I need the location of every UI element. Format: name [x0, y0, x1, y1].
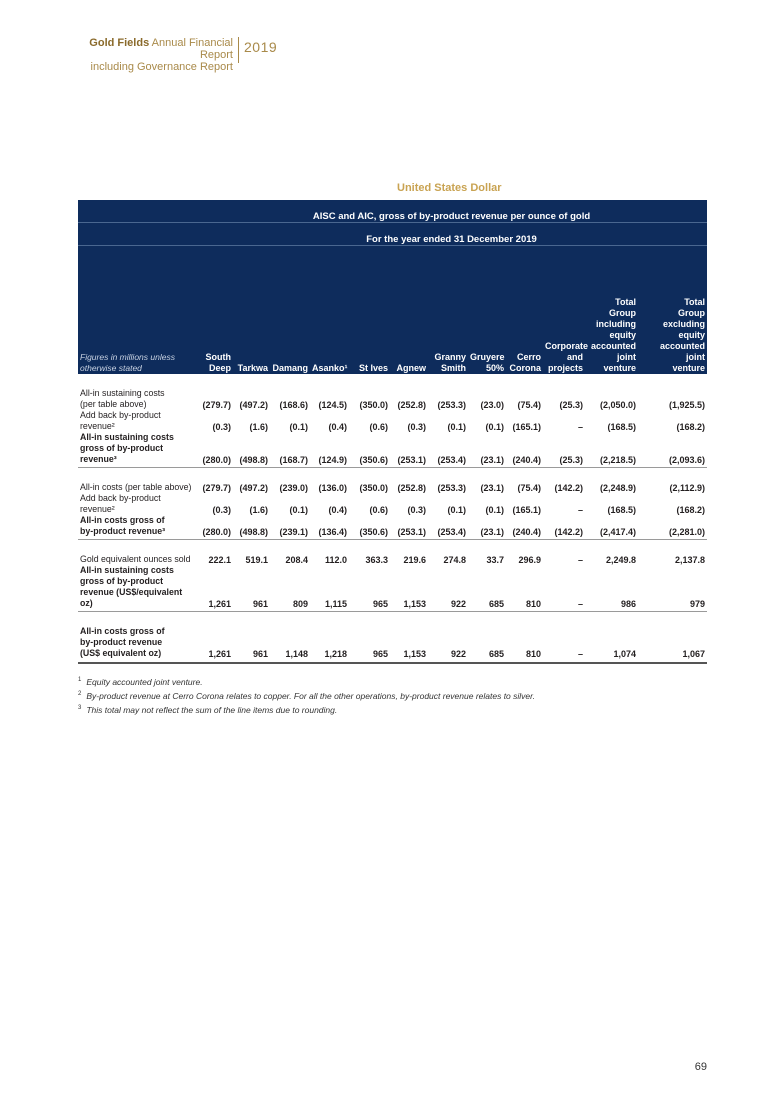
row-label-line: oz)	[80, 598, 93, 608]
column-header-line: venture	[603, 363, 636, 373]
table-cell: 810	[506, 565, 543, 612]
column-header-line: joint	[617, 352, 636, 362]
aisc-table	[78, 200, 707, 664]
table-cell: 519.1	[245, 555, 268, 565]
row-label-line: All-in costs (per table above)	[80, 482, 192, 492]
table-cell: (0.3)	[407, 505, 426, 515]
table-cell: (168.7)	[270, 432, 310, 468]
table-band-1	[78, 200, 707, 223]
table-cell: (253.1)	[390, 515, 428, 540]
table-cell: 922	[428, 612, 468, 664]
column-header-line: 50%	[485, 363, 504, 373]
table-cell: (240.4)	[506, 432, 543, 468]
row-label-line: Add back by-product	[80, 493, 161, 503]
table-cell: 208.4	[285, 555, 308, 565]
table-cell: (23.1)	[468, 432, 506, 468]
row-label-line: by-product revenue	[80, 637, 163, 647]
column-header-line: equity	[609, 330, 636, 340]
table-cell: (0.3)	[212, 422, 231, 432]
table-row	[78, 468, 707, 494]
table-cell: 2,249.8	[605, 555, 636, 565]
column-header-line: South	[205, 352, 231, 362]
column-header	[196, 246, 233, 375]
row-label-line: by-product revenue³	[80, 526, 166, 536]
column-header	[585, 246, 638, 375]
row-label	[78, 374, 196, 410]
table-cell: 219.6	[403, 555, 426, 565]
footnote-text: Equity accounted joint venture.	[86, 676, 203, 687]
column-header-line: accounted	[590, 341, 636, 351]
column-header-line: St Ives	[358, 363, 388, 373]
table-cell: (165.1)	[512, 505, 541, 515]
table-cell: (75.4)	[517, 400, 541, 410]
footnote-mark: 3	[78, 704, 82, 711]
table-cell: 33.7	[486, 555, 504, 565]
table-cell: (124.9)	[310, 432, 349, 468]
column-header-line: and	[566, 352, 583, 362]
table-cell: (168.2)	[676, 422, 706, 432]
column-header-line: Agnew	[396, 363, 426, 373]
column-header-line: Smith	[440, 363, 466, 373]
column-header	[543, 246, 589, 375]
row-label-line: (per table above)	[80, 399, 147, 409]
row-label-line: All-in sustaining costs	[80, 388, 165, 398]
table-cell: (0.1)	[447, 505, 466, 515]
table-cell: 810	[506, 612, 543, 664]
table-cell: (23.1)	[468, 515, 506, 540]
table-row	[78, 374, 707, 410]
table-cell: (239.1)	[270, 515, 310, 540]
footnote-text: By-product revenue at Cerro Corona relates to copper. For all the other operations, by-product revenue relates to silver.	[86, 690, 536, 701]
table-cell: (279.7)	[202, 483, 231, 493]
table-cell: –	[543, 565, 585, 612]
table-cell: (0.1)	[485, 505, 504, 515]
column-header	[310, 246, 349, 375]
table-cell: (253.3)	[437, 400, 466, 410]
column-header-line: Gruyere	[470, 352, 505, 362]
table-cell: 1,067	[638, 612, 707, 664]
table-cell: (142.2)	[543, 515, 585, 540]
table-cell: (75.4)	[517, 483, 541, 493]
table-cell: 961	[233, 565, 270, 612]
table-cell: (280.0)	[196, 432, 233, 468]
row-label	[78, 565, 196, 612]
table-cell: (280.0)	[196, 515, 233, 540]
table-cell: (168.5)	[607, 422, 636, 432]
table-cell: (168.5)	[607, 505, 636, 515]
table-cell: (498.8)	[233, 432, 270, 468]
table-body	[78, 374, 707, 663]
column-header	[270, 246, 310, 375]
table-cell: (350.6)	[349, 432, 390, 468]
row-label	[78, 540, 196, 566]
table-cell: (23.1)	[480, 483, 504, 493]
table-cell: 809	[270, 565, 310, 612]
row-label-line: gross of by-product	[80, 443, 164, 453]
row-label-line: All-in costs gross of	[80, 515, 165, 525]
column-header-line: Tarkwa	[237, 363, 268, 373]
table-cell: (1.6)	[249, 422, 268, 432]
column-header-line: excluding	[663, 319, 706, 329]
table-cell: 1,153	[390, 612, 428, 664]
table-cell: (497.2)	[239, 483, 268, 493]
page-number: 69	[694, 1061, 707, 1073]
table-cell: 1,115	[310, 565, 349, 612]
table-cell: (168.6)	[279, 400, 308, 410]
table-cell: (497.2)	[239, 400, 268, 410]
table-cell: (2,417.4)	[585, 515, 638, 540]
footnote	[78, 674, 707, 688]
table-cell: 1,261	[196, 612, 233, 664]
table-cell: (2,281.0)	[638, 515, 707, 540]
table-cell: (2,093.6)	[638, 432, 707, 468]
row-label	[78, 410, 196, 432]
table-row	[78, 410, 707, 432]
row-label-line: Gold equivalent ounces sold	[80, 554, 191, 564]
table-cell: (25.3)	[543, 432, 585, 468]
column-header	[638, 246, 707, 375]
table-cell: 222.1	[208, 555, 231, 565]
column-header	[233, 246, 270, 375]
table-cell: (350.0)	[359, 400, 388, 410]
column-header-line: Asanko¹	[312, 363, 348, 373]
row-label-line: All-in costs gross of	[80, 626, 165, 636]
row-label	[78, 468, 196, 494]
footnotes	[78, 674, 707, 715]
report-year: 2019	[244, 39, 278, 55]
table-cell: (0.4)	[328, 422, 347, 432]
column-header-line: venture	[672, 363, 706, 373]
column-header-line: including	[596, 319, 636, 329]
table-cell: 274.8	[443, 555, 466, 565]
table-cell: –	[577, 555, 583, 565]
column-header-row	[78, 246, 707, 375]
table-cell: (0.1)	[447, 422, 466, 432]
row-label-line: (US$ equivalent oz)	[80, 648, 162, 658]
row-label-line: All-in sustaining costs	[80, 432, 174, 442]
column-header-line: accounted	[660, 341, 706, 351]
column-header	[468, 246, 506, 375]
table-period: For the year ended 31 December 2019	[196, 223, 707, 246]
column-header-line: Cerro	[516, 352, 541, 362]
table-cell: 363.3	[365, 555, 388, 565]
row-label	[78, 515, 196, 540]
table-cell: (0.1)	[289, 505, 308, 515]
column-header	[349, 246, 390, 375]
table-cell: (279.7)	[202, 400, 231, 410]
table-cell: (2,050.0)	[599, 400, 636, 410]
column-header-line: Damang	[272, 363, 308, 373]
table-cell: (142.2)	[554, 483, 583, 493]
header-divider	[238, 37, 239, 63]
table-cell: (252.8)	[397, 483, 426, 493]
column-header-line: Total	[615, 297, 636, 307]
report-title-line1: Annual Financial Report	[151, 37, 233, 61]
column-header-line: Corona	[509, 363, 541, 373]
table-cell: 2,137.8	[675, 555, 706, 565]
table-cell: 1,218	[310, 612, 349, 664]
column-header	[428, 246, 468, 375]
report-title	[78, 37, 233, 73]
footnote	[78, 702, 707, 716]
row-label-line: Add back by-product	[80, 410, 161, 420]
table-cell: (252.8)	[397, 400, 426, 410]
row-label	[78, 432, 196, 468]
footnote	[78, 688, 707, 702]
table-cell: 1,153	[390, 565, 428, 612]
table-cell: (0.1)	[485, 422, 504, 432]
footnote-mark: 2	[78, 690, 82, 697]
table-cell: (0.3)	[407, 422, 426, 432]
table-row	[78, 565, 707, 612]
table-cell: (240.4)	[506, 515, 543, 540]
table-cell: 965	[349, 612, 390, 664]
table-cell: (0.1)	[289, 422, 308, 432]
footnote-text: This total may not reflect the sum of the line items due to rounding.	[86, 704, 338, 715]
report-title-line2: including Governance Report	[90, 61, 233, 73]
stub-header	[78, 246, 196, 375]
table-cell: 986	[585, 565, 638, 612]
table-cell: (23.0)	[480, 400, 504, 410]
table-cell: (2,218.5)	[585, 432, 638, 468]
table-cell: (350.6)	[349, 515, 390, 540]
table-cell: (168.2)	[676, 505, 706, 515]
footnote-mark: 1	[78, 677, 82, 683]
table-cell: (2,248.9)	[599, 483, 636, 493]
table-row	[78, 612, 707, 664]
table-cell: (136.4)	[310, 515, 349, 540]
stub-header-line: Figures in millions unless	[80, 352, 175, 362]
table-cell: 1,148	[270, 612, 310, 664]
table-cell: 1,074	[585, 612, 638, 664]
column-header-line: Deep	[208, 363, 231, 373]
table-cell: (350.0)	[359, 483, 388, 493]
table-cell: 979	[638, 565, 707, 612]
column-header-line: Granny	[434, 352, 466, 362]
table-cell: –	[543, 612, 585, 664]
table-cell: (0.3)	[212, 505, 231, 515]
table-cell: 685	[468, 565, 506, 612]
table-cell: (239.0)	[279, 483, 308, 493]
row-label-line: revenue (US$/equivalent	[80, 587, 183, 597]
row-label-line: revenue³	[80, 454, 117, 464]
table-cell: 965	[349, 565, 390, 612]
column-header-line: Group	[609, 308, 636, 318]
table-cell: (1,925.5)	[669, 400, 706, 410]
table-cell: 296.9	[518, 555, 541, 565]
stub-header-line: otherwise stated	[80, 363, 142, 373]
table-cell: 1,261	[196, 565, 233, 612]
column-header	[390, 246, 428, 375]
table-cell: –	[577, 422, 583, 432]
table-cell: (253.4)	[428, 515, 468, 540]
column-header-line: projects	[547, 363, 583, 373]
table-title: AISC and AIC, gross of by-product revenue per ounce of gold	[196, 200, 707, 223]
column-header-line: Corporate	[545, 341, 589, 351]
row-label	[78, 612, 196, 664]
brand-name: Gold Fields	[89, 37, 150, 49]
table-band-2	[78, 223, 707, 246]
table-cell: (253.3)	[437, 483, 466, 493]
table-row	[78, 432, 707, 468]
table-cell: (25.3)	[559, 400, 583, 410]
table-cell: (0.6)	[369, 505, 388, 515]
table-row	[78, 515, 707, 540]
row-label	[78, 493, 196, 515]
table-cell: 922	[428, 565, 468, 612]
column-header-line: Total	[684, 297, 706, 307]
table-row	[78, 493, 707, 515]
column-header-line: joint	[686, 352, 706, 362]
table-cell: (165.1)	[512, 422, 541, 432]
row-label-line: revenue²	[80, 504, 115, 514]
table-cell: (498.8)	[233, 515, 270, 540]
table-cell: (2,112.9)	[669, 483, 706, 493]
column-header-line: equity	[678, 330, 706, 340]
table-cell: (0.4)	[328, 505, 347, 515]
row-label-line: All-in sustaining costs	[80, 565, 174, 575]
table-cell: (253.1)	[390, 432, 428, 468]
table-cell: (0.6)	[369, 422, 388, 432]
table-cell: (136.0)	[318, 483, 347, 493]
currency-heading: United States Dollar	[397, 182, 502, 194]
column-header	[506, 246, 543, 375]
table-cell: (1.6)	[249, 505, 268, 515]
table-cell: 961	[233, 612, 270, 664]
table-cell: 685	[468, 612, 506, 664]
table-cell: (253.4)	[428, 432, 468, 468]
table-cell: 112.0	[324, 555, 347, 565]
table-row	[78, 540, 707, 566]
table-cell: (124.5)	[318, 400, 347, 410]
row-label-line: revenue²	[80, 421, 115, 431]
table-cell: –	[577, 505, 583, 515]
row-label-line: gross of by-product	[80, 576, 164, 586]
column-header-line: Group	[678, 308, 706, 318]
